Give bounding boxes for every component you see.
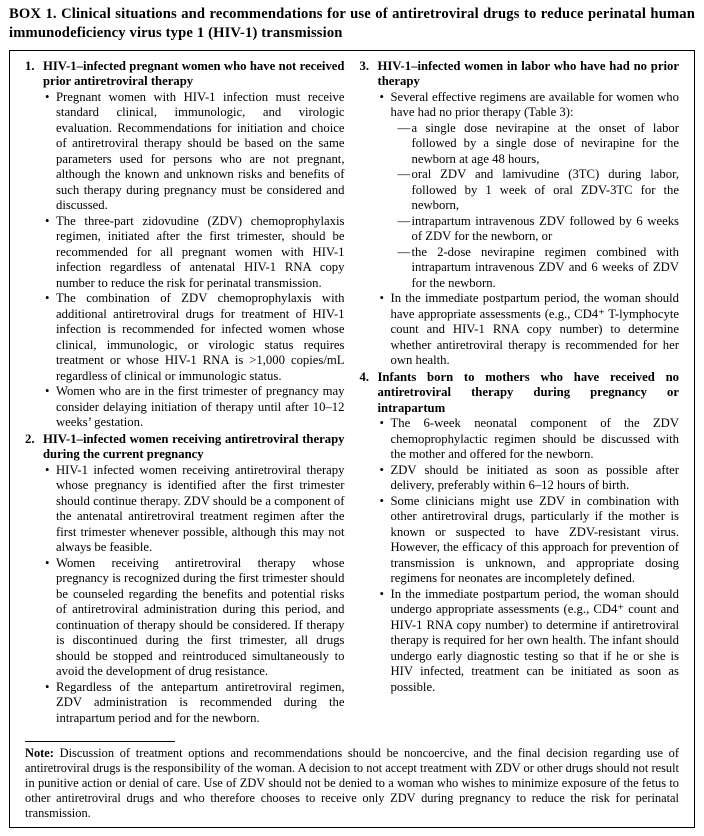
- note-label: Note:: [25, 746, 54, 761]
- bullet-item: [43, 291, 345, 384]
- section-4-number: 4.: [359, 369, 370, 384]
- sub-list-item: [391, 167, 680, 214]
- bullet-text: Women receiving antiretroviral therapy whose pregnancy is recognized during the first trimester should be counseled regarding the benefits and potential risks of antiretroviral administration during this period, and continuation of therapy should be considered. If therapy is discontinued during the first trimester, all drugs should be stopped and reintroduced simultaneously to avoid the development of drug resistance.: [56, 555, 345, 679]
- bullet-text: The combination of ZDV chemoprophylaxis with additional antiretroviral drugs for treatment of HIV-1 infection is recommended for infected women whose clinical, immunologic, or virologic status requires treatment or whose HIV-1 RNA is >1,000 copies/mL regardless of clinical or immunologic status.: [56, 291, 345, 383]
- dash-icon: —: [397, 120, 411, 135]
- section-1-number: 1.: [25, 58, 35, 73]
- section-4-title: Infants born to mothers who have received no antiretroviral therapy during pregnancy or intrapartum: [377, 369, 679, 415]
- note-section: [25, 737, 679, 821]
- bullet-icon: •: [379, 462, 384, 477]
- sub-item-text: the 2-dose nevirapine regimen combined with intrapartum intravenous ZDV and 6 weeks of ZDV for the newborn.: [411, 244, 679, 290]
- bullet-icon: •: [379, 89, 384, 104]
- section-1-title: HIV-1–infected pregnant women who have not received prior antiretroviral therapy: [43, 58, 345, 89]
- bullet-icon: •: [45, 213, 50, 228]
- bullet-icon: •: [45, 679, 50, 694]
- footnote-divider: [25, 741, 175, 742]
- sub-list-item: [391, 245, 680, 292]
- bullet-text: Some clinicians might use ZDV in combination with other antiretroviral drugs, particularly if the mother is known or suspected to have ZDV-resistant virus. However, the efficacy of this approach for prevention of transmission is unknown, and appropriate dosing regimens for neonates are incompletely defined.: [390, 493, 679, 586]
- note-paragraph: [25, 746, 679, 821]
- section-1-heading: [25, 58, 345, 90]
- section-2-heading: [25, 431, 345, 463]
- sub-item-text: oral ZDV and lamivudine (3TC) during labor, followed by 1 week of oral ZDV-3TC for the newborn,: [411, 167, 679, 213]
- bullet-icon: •: [379, 291, 384, 306]
- section-2-title: HIV-1–infected women receiving antiretroviral therapy during the current pregnancy: [43, 431, 345, 462]
- section-3-title: HIV-1–infected women in labor who have had no prior therapy: [377, 58, 679, 89]
- bullet-icon: •: [45, 384, 50, 399]
- sub-item-text: intrapartum intravenous ZDV followed by 6 weeks of ZDV for the newborn, or: [411, 213, 679, 244]
- bullet-item: [43, 90, 345, 214]
- bullet-item: [378, 494, 680, 587]
- note-text: Discussion of treatment options and recommendations should be noncoercive, and the final decision regarding use of antiretroviral drugs is the responsibility of the woman. A decision to not accept treatment with ZDV or other drugs should not result in punitive action or denial of care. Use of ZDV should not be denied to a woman who wishes to minimize exposure of the fetus to other antiretroviral drugs and who therefore chooses to receive only ZDV during pregnancy to reduce the risk for perinatal transmission.: [25, 746, 679, 821]
- bullet-text: In the immediate postpartum period, the woman should have appropriate assessments (e.g., CD4⁺ T-lymphocyte count and HIV-1 RNA copy number) to determine whether antiretroviral therapy is recommended for her own health.: [390, 291, 679, 368]
- bullet-item: [43, 384, 345, 431]
- bullet-text: Several effective regimens are available for women who have had no prior therapy (Table 3):: [390, 89, 679, 120]
- section-1: [25, 58, 345, 431]
- sub-item-text: a single dose nevirapine at the onset of labor followed by a single dose of nevirapine for the newborn at age 48 hours,: [411, 120, 679, 166]
- bullet-icon: •: [379, 586, 384, 601]
- bullet-text: The 6-week neonatal component of the ZDV chemoprophylactic regimen should be discussed with the mother and offered for the newborn.: [390, 416, 679, 462]
- dash-icon: —: [397, 213, 411, 228]
- bullet-icon: •: [45, 555, 50, 570]
- bullet-item: [43, 556, 345, 680]
- bullet-text: ZDV should be initiated as soon as possible after delivery, preferably within 6–12 hours of birth.: [390, 462, 679, 493]
- bullet-icon: •: [379, 416, 384, 431]
- bullet-item: [378, 90, 680, 292]
- section-2: [25, 431, 345, 727]
- bullet-item: [378, 463, 680, 494]
- dash-icon: —: [397, 167, 411, 182]
- section-3-number: 3.: [359, 58, 370, 73]
- two-column-layout: [25, 59, 679, 736]
- sub-list-item: [391, 214, 680, 245]
- bullet-text: In the immediate postpartum period, the woman should undergo appropriate assessments (e.g., CD4⁺ count and HIV-1 RNA copy number) to determine if antiretroviral therapy is required for her own health. The infant should undergo early diagnostic testing so that if he or she is HIV infected, treatment can be initiated as soon as possible.: [390, 586, 679, 694]
- left-column: [25, 59, 345, 736]
- section-3-heading: [359, 58, 680, 90]
- bullet-item: [378, 416, 680, 463]
- section-4-heading: [359, 369, 680, 417]
- bullet-item: [43, 463, 345, 556]
- section-4: [359, 369, 680, 696]
- dash-icon: —: [397, 244, 411, 259]
- section-2-number: 2.: [25, 431, 35, 446]
- bullet-item: [43, 680, 345, 727]
- section-3: [359, 58, 680, 369]
- bullet-text: The three-part zidovudine (ZDV) chemoprophylaxis regimen, initiated after the first trimester, should be recommended for all pregnant women with HIV-1 infection regardless of antenatal HIV-1 RNA copy number to reduce the risk for perinatal transmission.: [56, 213, 345, 290]
- bullet-icon: •: [379, 493, 384, 508]
- right-column: [360, 59, 680, 736]
- recommendations-box: [9, 50, 695, 828]
- bullet-item: [378, 291, 680, 369]
- bullet-item: [378, 587, 680, 696]
- bullet-text: Regardless of the antepartum antiretroviral regimen, ZDV administration is recommended during the intrapartum period and for the newborn.: [56, 679, 345, 725]
- bullet-text: Pregnant women with HIV-1 infection must receive standard clinical, immunologic, and virologic evaluation. Recommendations for initiation and choice of antiretroviral therapy should be based on the same parameters used for persons who are not pregnant, although the known and unknown risks and benefits of such therapy during pregnancy must be considered and discussed.: [56, 89, 345, 213]
- bullet-item: [43, 214, 345, 292]
- bullet-icon: •: [45, 462, 50, 477]
- sub-list-item: [391, 121, 680, 168]
- box-title: BOX 1. Clinical situations and recommendations for use of antiretroviral drugs to reduce perinatal human immunodeficiency virus type 1 (HIV-1) transmission: [9, 6, 695, 41]
- bullet-icon: •: [45, 89, 50, 104]
- bullet-text: HIV-1 infected women receiving antiretroviral therapy whose pregnancy is identified after the first trimester should continue therapy. ZDV should be a component of the antenatal antiretroviral treatment regimen after the first trimester whenever possible, although this may not always be feasible.: [56, 462, 345, 555]
- bullet-text: Women who are in the first trimester of pregnancy may consider delaying initiation of therapy until after 10–12 weeks’ gestation.: [56, 384, 345, 430]
- bullet-icon: •: [45, 291, 50, 306]
